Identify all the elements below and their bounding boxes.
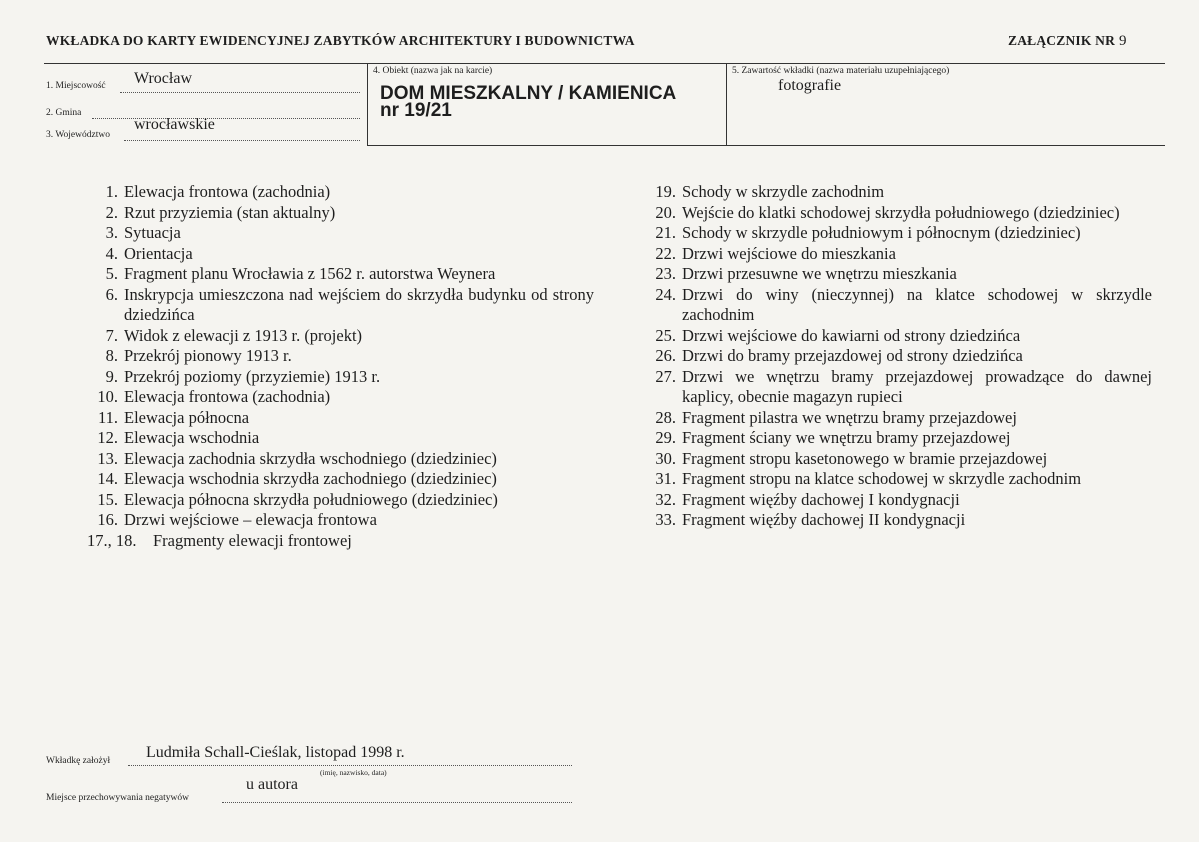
list-item-number: 13. xyxy=(97,448,118,468)
list-item-text: Drzwi do winy (nieczynnej) na klatce schodowej w skrzydle zachodnim xyxy=(682,284,1152,324)
locality-dotted-line xyxy=(120,92,360,93)
list-item-text: Fragment planu Wrocławia z 1562 r. autorstwa Weynera xyxy=(124,264,496,283)
items-left xyxy=(87,182,594,551)
list-item-number: 28. xyxy=(655,407,676,427)
list-item-number: 16. xyxy=(97,510,118,529)
list-item-text: Fragmenty elewacji frontowej xyxy=(153,530,352,550)
annex-label-text: ZAŁĄCZNIK NR xyxy=(1008,33,1116,48)
list-item-number: 25. xyxy=(655,325,676,345)
list-item-number: 2. xyxy=(105,202,118,222)
list-item-number: 15. xyxy=(97,489,118,509)
list-item-number: 26. xyxy=(655,346,676,365)
list-item-number: 19. xyxy=(655,182,676,201)
list-item xyxy=(655,264,1152,285)
list-item-text: Inskrypcja umieszczona nad wejściem do skrzydła budynku od strony dziedzińca xyxy=(124,284,594,324)
contents-label: 5. Zawartość wkładki (nazwa materiału uzupełniającego) xyxy=(732,66,950,76)
list-item-text: Rzut przyziemia (stan aktualny) xyxy=(124,202,336,222)
list-item-text: Fragment ściany we wnętrzu bramy przejazdowej xyxy=(682,428,1011,447)
voivodeship-label: 3. Województwo xyxy=(46,130,110,140)
list-item-number: 33. xyxy=(655,510,676,529)
list-item xyxy=(105,223,594,244)
list-item-number: 30. xyxy=(655,448,676,468)
voivodeship-value: wrocławskie xyxy=(134,116,215,133)
list-item-text: Schody w skrzydle zachodnim xyxy=(682,182,885,201)
list-item-number: 3. xyxy=(105,223,118,242)
list-item xyxy=(87,530,594,552)
list-item-number: 21. xyxy=(655,223,676,242)
list-item xyxy=(97,510,594,531)
list-item xyxy=(105,366,594,388)
object-label: 4. Obiekt (nazwa jak na karcie) xyxy=(373,66,493,76)
list-item-text: Drzwi do bramy przejazdowej od strony dziedzińca xyxy=(682,346,1023,365)
list-item-text: Elewacja północna xyxy=(124,407,250,427)
divider-right xyxy=(726,63,727,146)
list-item-number: 14. xyxy=(97,469,118,488)
list-item xyxy=(655,407,1152,429)
annex-label xyxy=(1008,33,1127,50)
list-item-text: Przekrój pionowy 1913 r. xyxy=(124,346,292,365)
locality-label: 1. Miejscowość xyxy=(46,81,106,91)
author-value: Ludmiła Schall-Cieślak, listopad 1998 r. xyxy=(146,744,405,761)
list-item-text: Drzwi wejściowe – elewacja frontowa xyxy=(124,510,377,529)
list-item-number: 4. xyxy=(105,243,118,263)
list-item-text: Elewacja frontowa (zachodnia) xyxy=(124,387,331,406)
list-item-text: Elewacja frontowa (zachodnia) xyxy=(124,182,331,201)
storage-dotted-line xyxy=(222,802,572,803)
list-item xyxy=(655,469,1152,490)
storage-label: Miejsce przechowywania negatywów xyxy=(46,793,189,803)
list-item-number: 5. xyxy=(105,264,118,283)
list-item xyxy=(655,223,1152,244)
list-item xyxy=(97,407,594,429)
list-item-text: Przekrój poziomy (przyziemie) 1913 r. xyxy=(124,366,381,386)
list-item-number: 31. xyxy=(655,469,676,488)
list-item-number: 1. xyxy=(105,182,118,201)
list-item-number: 27. xyxy=(655,366,676,386)
list-item-number: 6. xyxy=(105,284,118,304)
list-item xyxy=(105,243,594,265)
object-name-line-2: nr 19/21 xyxy=(380,100,452,121)
list-item xyxy=(655,182,1152,203)
object-name-line-1: DOM MIESZKALNY / KAMIENICA xyxy=(380,83,677,104)
list-item-text: Fragment pilastra we wnętrzu bramy przejazdowej xyxy=(682,407,1017,427)
storage-value: u autora xyxy=(246,776,298,793)
list-item xyxy=(655,428,1152,449)
commune-dotted-line xyxy=(92,118,360,119)
item-list-left xyxy=(87,182,594,551)
object-name xyxy=(380,85,676,119)
list-item xyxy=(105,325,594,347)
list-item-text: Sytuacja xyxy=(124,223,181,242)
locality-value: Wrocław xyxy=(134,70,192,87)
divider-left xyxy=(367,63,368,146)
list-item-number: 32. xyxy=(655,489,676,509)
list-item xyxy=(655,202,1152,224)
list-item xyxy=(655,325,1152,347)
voivodeship-dotted-line xyxy=(124,140,360,141)
list-item xyxy=(105,182,594,203)
list-item-number: 12. xyxy=(97,428,118,447)
list-item-number: 8. xyxy=(105,346,118,365)
list-item-text: Wejście do klatki schodowej skrzydła południowego (dziedziniec) xyxy=(682,202,1120,222)
list-item xyxy=(655,346,1152,367)
list-item-number: 29. xyxy=(655,428,676,447)
list-item-text: Drzwi przesuwne we wnętrzu mieszkania xyxy=(682,264,957,283)
list-item-text: Elewacja północna skrzydła południowego (dziedziniec) xyxy=(124,489,498,509)
list-item-text: Fragment stropu kasetonowego w bramie przejazdowej xyxy=(682,448,1048,468)
list-item xyxy=(97,489,594,511)
top-rule xyxy=(44,63,1165,64)
list-item xyxy=(97,428,594,449)
author-dotted-line xyxy=(128,765,572,766)
author-hint: (imię, nazwisko, data) xyxy=(320,768,387,777)
list-item-text: Drzwi wejściowe do mieszkania xyxy=(682,243,896,263)
author-label: Wkładkę założył xyxy=(46,756,111,766)
item-list-right xyxy=(655,182,1152,531)
bottom-rule xyxy=(367,145,1165,146)
list-item xyxy=(97,387,594,408)
list-item-text: Elewacja zachodnia skrzydła wschodniego (dziedziniec) xyxy=(124,448,497,468)
list-item xyxy=(655,284,1152,326)
list-item xyxy=(97,469,594,490)
list-item xyxy=(105,202,594,224)
list-item-text: Elewacja wschodnia xyxy=(124,428,260,447)
list-item-number: 24. xyxy=(655,284,676,304)
list-item-text: Schody w skrzydle południowym i północnym (dziedziniec) xyxy=(682,223,1081,242)
list-item-number: 22. xyxy=(655,243,676,263)
list-item xyxy=(97,448,594,470)
list-item-number: 11. xyxy=(97,407,118,427)
list-item-text: Orientacja xyxy=(124,243,193,263)
list-item-number: 20. xyxy=(655,202,676,222)
commune-label: 2. Gmina xyxy=(46,108,82,118)
list-item xyxy=(105,284,594,326)
list-item-text: Drzwi wejściowe do kawiarni od strony dziedzińca xyxy=(682,325,1021,345)
list-item xyxy=(655,489,1152,511)
list-item xyxy=(655,448,1152,470)
list-item xyxy=(655,243,1152,265)
list-item-number: 7. xyxy=(105,325,118,345)
form-title: WKŁADKA DO KARTY EWIDENCYJNEJ ZABYTKÓW ARCHITEKTURY I BUDOWNICTWA xyxy=(46,33,635,48)
list-item-text: Fragment więźby dachowej I kondygnacji xyxy=(682,489,960,509)
contents-value: fotografie xyxy=(778,77,842,94)
list-item xyxy=(105,264,594,285)
list-item xyxy=(655,510,1152,531)
list-item xyxy=(105,346,594,367)
list-item-text: Widok z elewacji z 1913 r. (projekt) xyxy=(124,325,363,345)
list-item xyxy=(655,366,1152,408)
items-right xyxy=(655,182,1152,531)
list-item-number: 9. xyxy=(105,366,118,386)
list-item-number: 23. xyxy=(655,264,676,283)
list-item-number: 17., 18. xyxy=(87,530,137,550)
list-item-text: Fragment stropu na klatce schodowej w skrzydle zachodnim xyxy=(682,469,1082,488)
list-item-number: 10. xyxy=(97,387,118,406)
list-item-text: Drzwi we wnętrzu bramy przejazdowej prowadzące do dawnej kaplicy, obecnie magazyn rupieci xyxy=(682,366,1152,406)
annex-number: 9 xyxy=(1119,33,1127,49)
list-item-text: Elewacja wschodnia skrzydła zachodniego (dziedziniec) xyxy=(124,469,497,488)
list-item-text: Fragment więźby dachowej II kondygnacji xyxy=(682,510,966,529)
